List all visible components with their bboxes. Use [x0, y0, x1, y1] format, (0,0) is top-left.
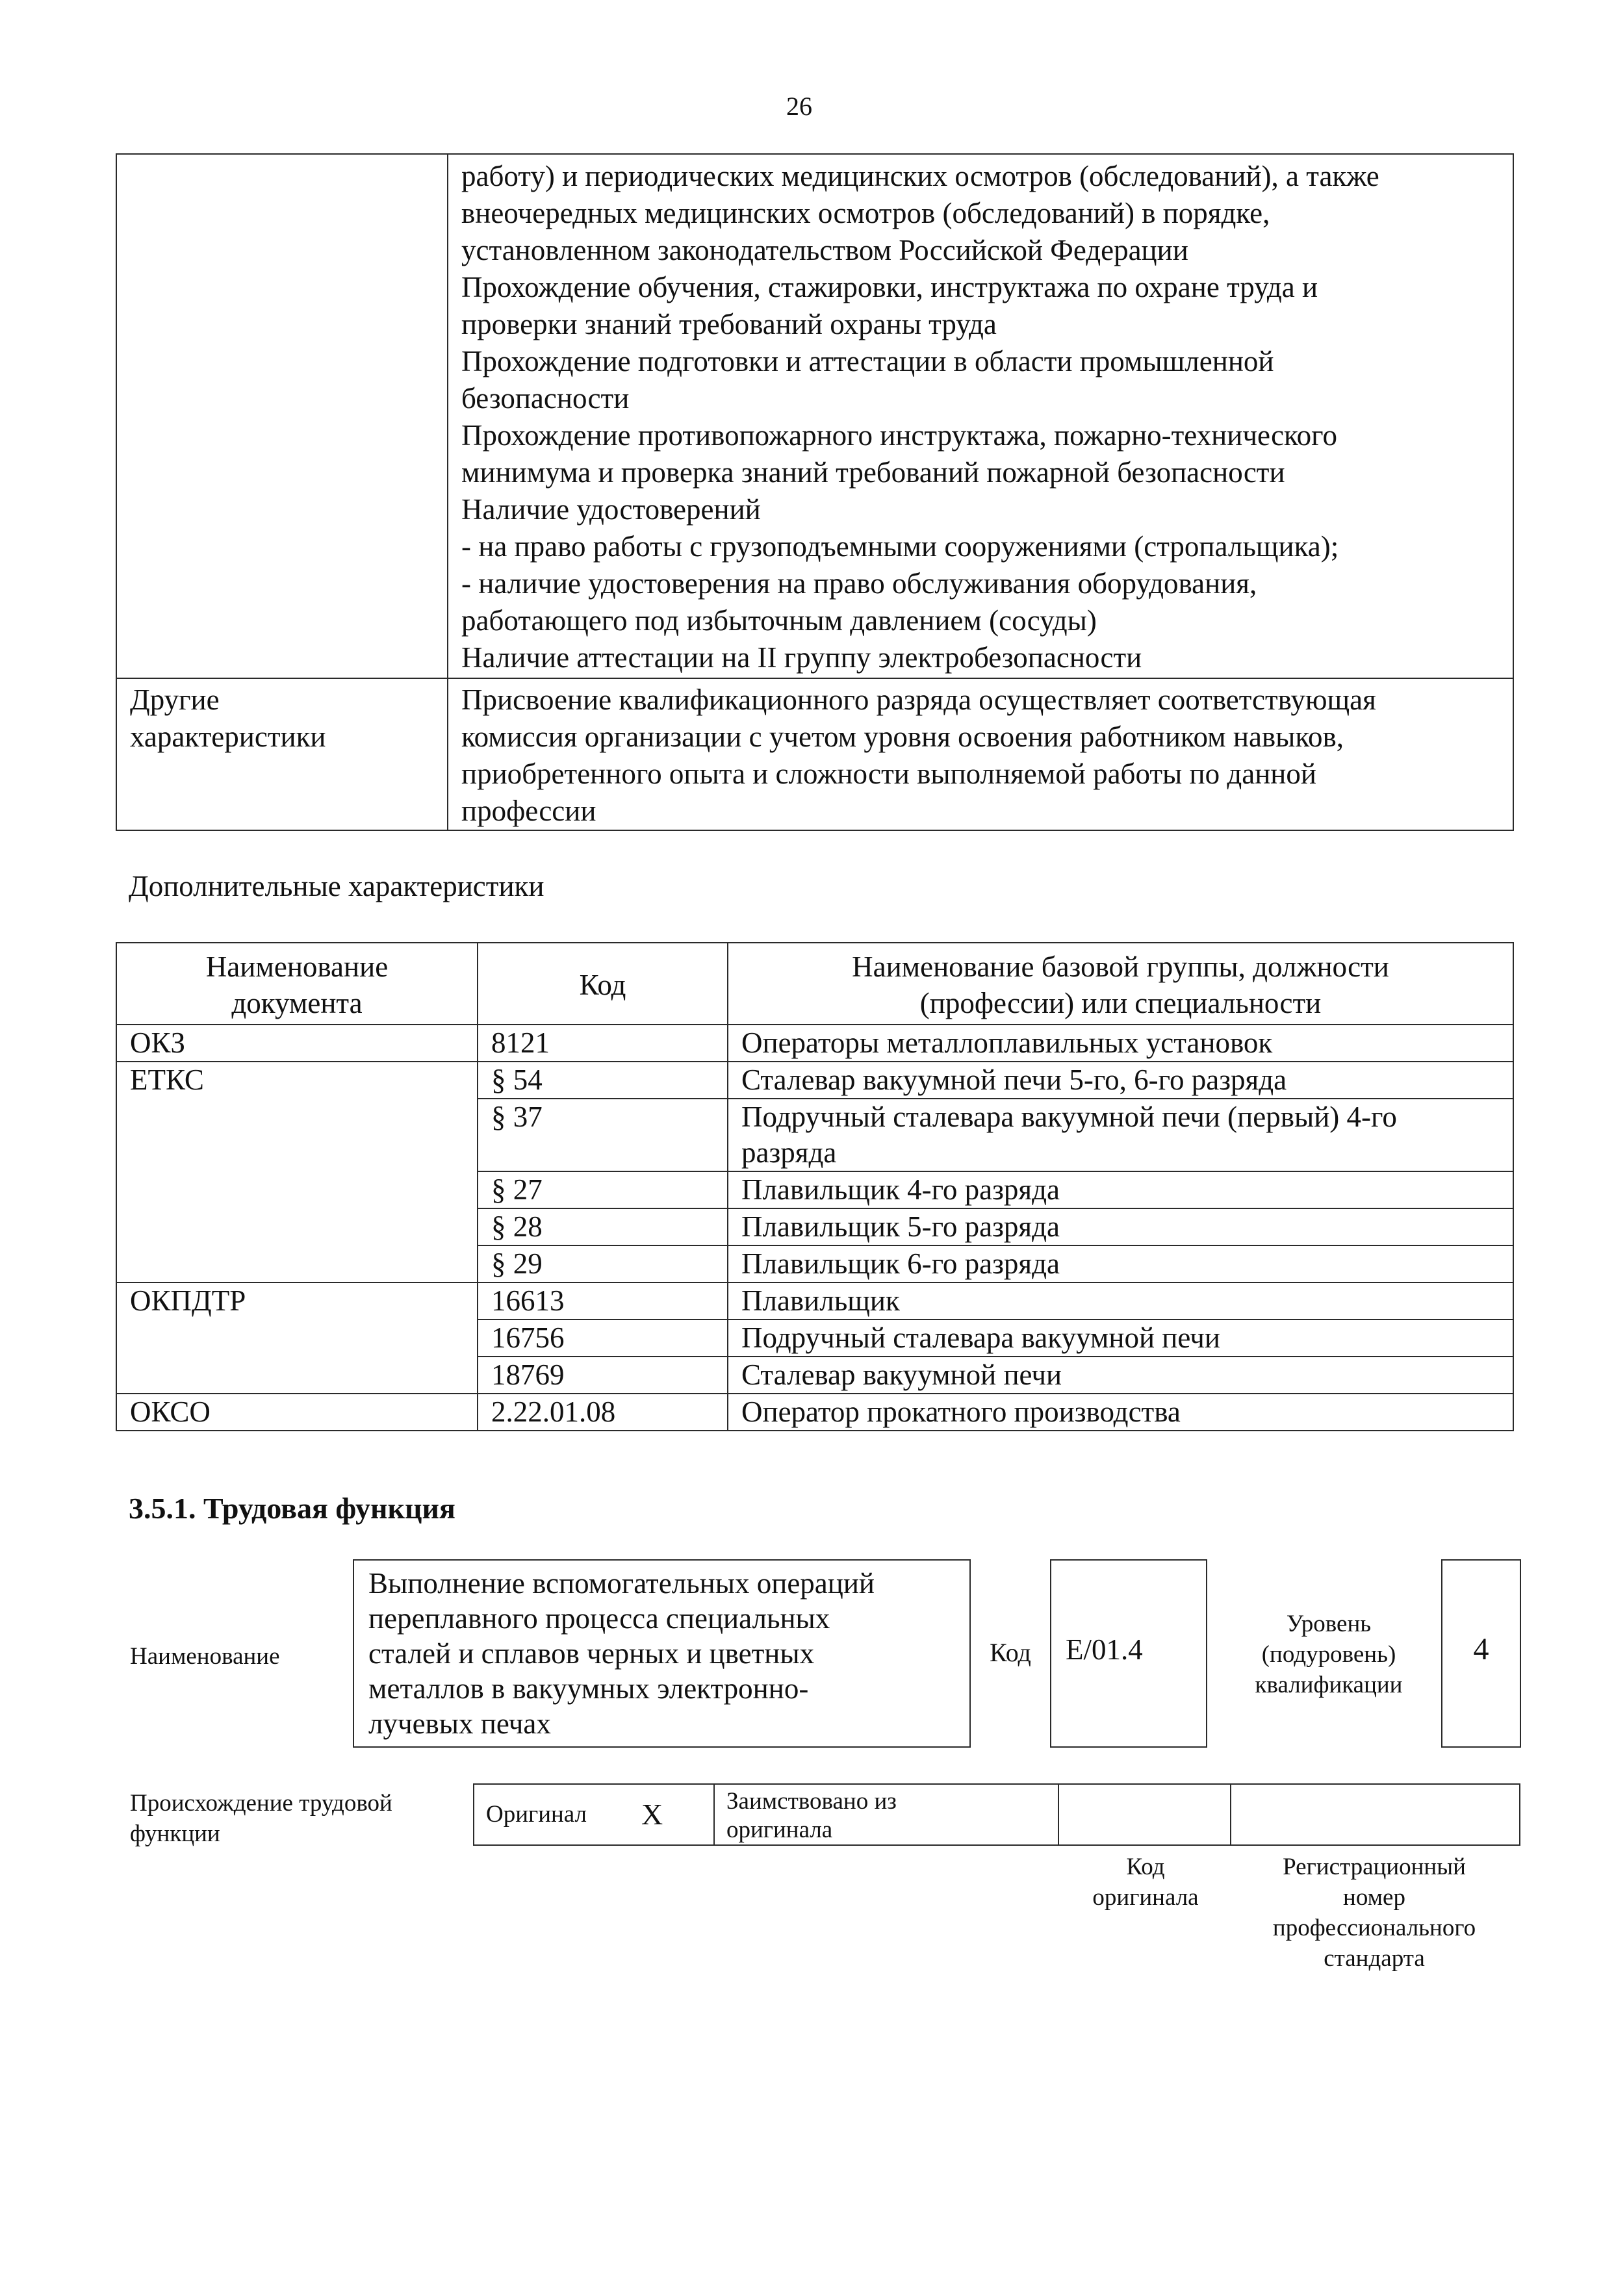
name-line: Подручный сталевара вакуумной печи (первый) 4-го	[741, 1101, 1397, 1133]
table-row	[116, 1282, 1513, 1320]
qualification-level-label	[1228, 1609, 1429, 1700]
text-line: Прохождение подготовки и аттестации в области промышленной	[461, 345, 1274, 377]
text-line: - наличие удостоверения на право обслуживания оборудования,	[461, 567, 1257, 600]
doc-cell	[116, 1208, 478, 1245]
original-cell: Оригинал	[474, 1784, 630, 1845]
text-line: комиссия организации с учетом уровня освоения работником навыков,	[461, 721, 1344, 753]
text-line: металлов в вакуумных электронно-	[368, 1672, 809, 1705]
text-line: Уровень	[1286, 1611, 1372, 1637]
text-line: Регистрационный	[1283, 1854, 1466, 1880]
origin-table	[473, 1783, 1520, 1846]
code-cell: § 27	[478, 1171, 728, 1208]
text-line: функции	[130, 1820, 220, 1847]
name-cell	[728, 1099, 1513, 1171]
qualification-level-box: 4	[1441, 1559, 1521, 1748]
original-code-caption	[1058, 1852, 1233, 1913]
table-row	[116, 1062, 1513, 1099]
text-line: стандарта	[1324, 1945, 1425, 1972]
code-cell: § 29	[478, 1245, 728, 1282]
text-line: Другие	[130, 683, 220, 716]
name-cell: Сталевар вакуумной печи	[728, 1357, 1513, 1394]
code-cell: 16756	[478, 1320, 728, 1357]
table-row	[116, 1320, 1513, 1357]
name-cell: Плавильщик 5-го разряда	[728, 1208, 1513, 1245]
text-line: проверки знаний требований охраны труда	[461, 308, 997, 340]
header-text: Наименование	[205, 950, 389, 983]
name-cell: Плавильщик	[728, 1282, 1513, 1320]
table-row	[116, 1357, 1513, 1394]
header-text: Наименование базовой группы, должности	[852, 950, 1389, 983]
name-line: разряда	[741, 1136, 837, 1169]
text-line: Происхождение трудовой	[130, 1790, 392, 1817]
code-cell: 2.22.01.08	[478, 1394, 728, 1431]
requirements-table	[116, 153, 1514, 831]
name-cell: Подручный сталевара вакуумной печи	[728, 1320, 1513, 1357]
table-row	[474, 1784, 1520, 1845]
origin-label	[130, 1788, 392, 1849]
text-line: Выполнение вспомогательных операций	[368, 1567, 875, 1600]
text-line: лучевых печах	[368, 1707, 551, 1740]
text-line: Прохождение обучения, стажировки, инструктажа по охране труда и	[461, 271, 1318, 303]
text-line: номер	[1343, 1884, 1405, 1911]
name-cell: Плавильщик 6-го разряда	[728, 1245, 1513, 1282]
text-line: работающего под избыточным давлением (сосуды)	[461, 604, 1097, 637]
text-line: Код	[1126, 1854, 1165, 1880]
table-row	[116, 154, 1513, 678]
header-code: Код	[478, 943, 728, 1025]
doc-cell: ОКСО	[116, 1394, 478, 1431]
registration-number-cell	[1231, 1784, 1520, 1845]
text-line: Наличие удостоверений	[461, 493, 761, 526]
text-line: установленном законодательством Российской Федерации	[461, 234, 1188, 266]
other-characteristics-label	[116, 678, 448, 830]
borrowed-cell	[714, 1784, 1058, 1845]
registration-number-caption	[1228, 1852, 1520, 1974]
text-line: работу) и периодических медицинских осмотров (обследований), а также	[461, 160, 1379, 192]
name-cell: Операторы металлоплавильных установок	[728, 1025, 1513, 1062]
additional-characteristics-table	[116, 942, 1514, 1431]
code-cell: 8121	[478, 1025, 728, 1062]
name-cell: Плавильщик 4-го разряда	[728, 1171, 1513, 1208]
table-row	[116, 1171, 1513, 1208]
doc-cell	[116, 1320, 478, 1357]
text-line: Наличие аттестации на II группу электробезопасности	[461, 641, 1142, 674]
doc-cell: ЕТКС	[116, 1062, 478, 1099]
text-line: безопасности	[461, 382, 630, 415]
doc-cell	[116, 1171, 478, 1208]
code-cell: § 37	[478, 1099, 728, 1171]
text-line: квалификации	[1255, 1672, 1403, 1698]
table-row	[116, 1208, 1513, 1245]
additional-characteristics-label: Дополнительные характеристики	[129, 870, 544, 902]
text-line: минимума и проверка знаний требований пожарной безопасности	[461, 456, 1285, 489]
header-text: (профессии) или специальности	[919, 987, 1322, 1019]
code-cell: 18769	[478, 1357, 728, 1394]
text-line: профессии	[461, 795, 596, 827]
text-line: переплавного процесса специальных	[368, 1602, 830, 1635]
header-name	[728, 943, 1513, 1025]
code-cell: § 28	[478, 1208, 728, 1245]
text-line: Прохождение противопожарного инструктажа, пожарно-технического	[461, 419, 1337, 452]
code-cell: 16613	[478, 1282, 728, 1320]
function-code-box: E/01.4	[1050, 1559, 1207, 1748]
header-text: документа	[231, 987, 363, 1019]
table-row	[116, 678, 1513, 830]
code-label: Код	[990, 1638, 1031, 1667]
doc-cell	[116, 1357, 478, 1394]
name-cell: Оператор прокатного производства	[728, 1394, 1513, 1431]
original-code-cell	[1058, 1784, 1231, 1845]
table-row	[116, 1099, 1513, 1171]
original-mark: X	[630, 1784, 714, 1845]
other-characteristics-text	[448, 678, 1513, 830]
doc-cell	[116, 1099, 478, 1171]
text-line: оригинала	[726, 1817, 833, 1843]
text-line: Заимствовано из	[726, 1788, 897, 1815]
doc-cell	[116, 1245, 478, 1282]
text-line: сталей и сплавов черных и цветных	[368, 1637, 815, 1670]
name-cell: Сталевар вакуумной печи 5-го, 6-го разряда	[728, 1062, 1513, 1099]
text-line: профессионального	[1272, 1915, 1476, 1941]
code-cell: § 54	[478, 1062, 728, 1099]
doc-cell: ОКЗ	[116, 1025, 478, 1062]
table-row	[116, 1394, 1513, 1431]
labor-function-heading: 3.5.1. Трудовая функция	[129, 1492, 455, 1525]
text-line: Присвоение квалификационного разряда осуществляет соответствующая	[461, 683, 1376, 716]
text-line: - на право работы с грузоподъемными сооружениями (стропальщика);	[461, 530, 1339, 563]
name-label: Наименование	[130, 1643, 280, 1670]
requirements-cell	[448, 154, 1513, 678]
function-name-box	[353, 1559, 971, 1748]
text-line: приобретенного опыта и сложности выполняемой работы по данной	[461, 758, 1316, 790]
empty-cell	[116, 154, 448, 678]
text-line: внеочередных медицинских осмотров (обследований) в порядке,	[461, 197, 1270, 229]
text-line: (подуровень)	[1261, 1641, 1396, 1668]
table-header-row	[116, 943, 1513, 1025]
table-row	[116, 1245, 1513, 1282]
text-line: оригинала	[1092, 1884, 1199, 1911]
table-row	[116, 1025, 1513, 1062]
page-number: 26	[786, 92, 812, 121]
header-document	[116, 943, 478, 1025]
doc-cell: ОКПДТР	[116, 1282, 478, 1320]
text-line: характеристики	[130, 721, 326, 753]
